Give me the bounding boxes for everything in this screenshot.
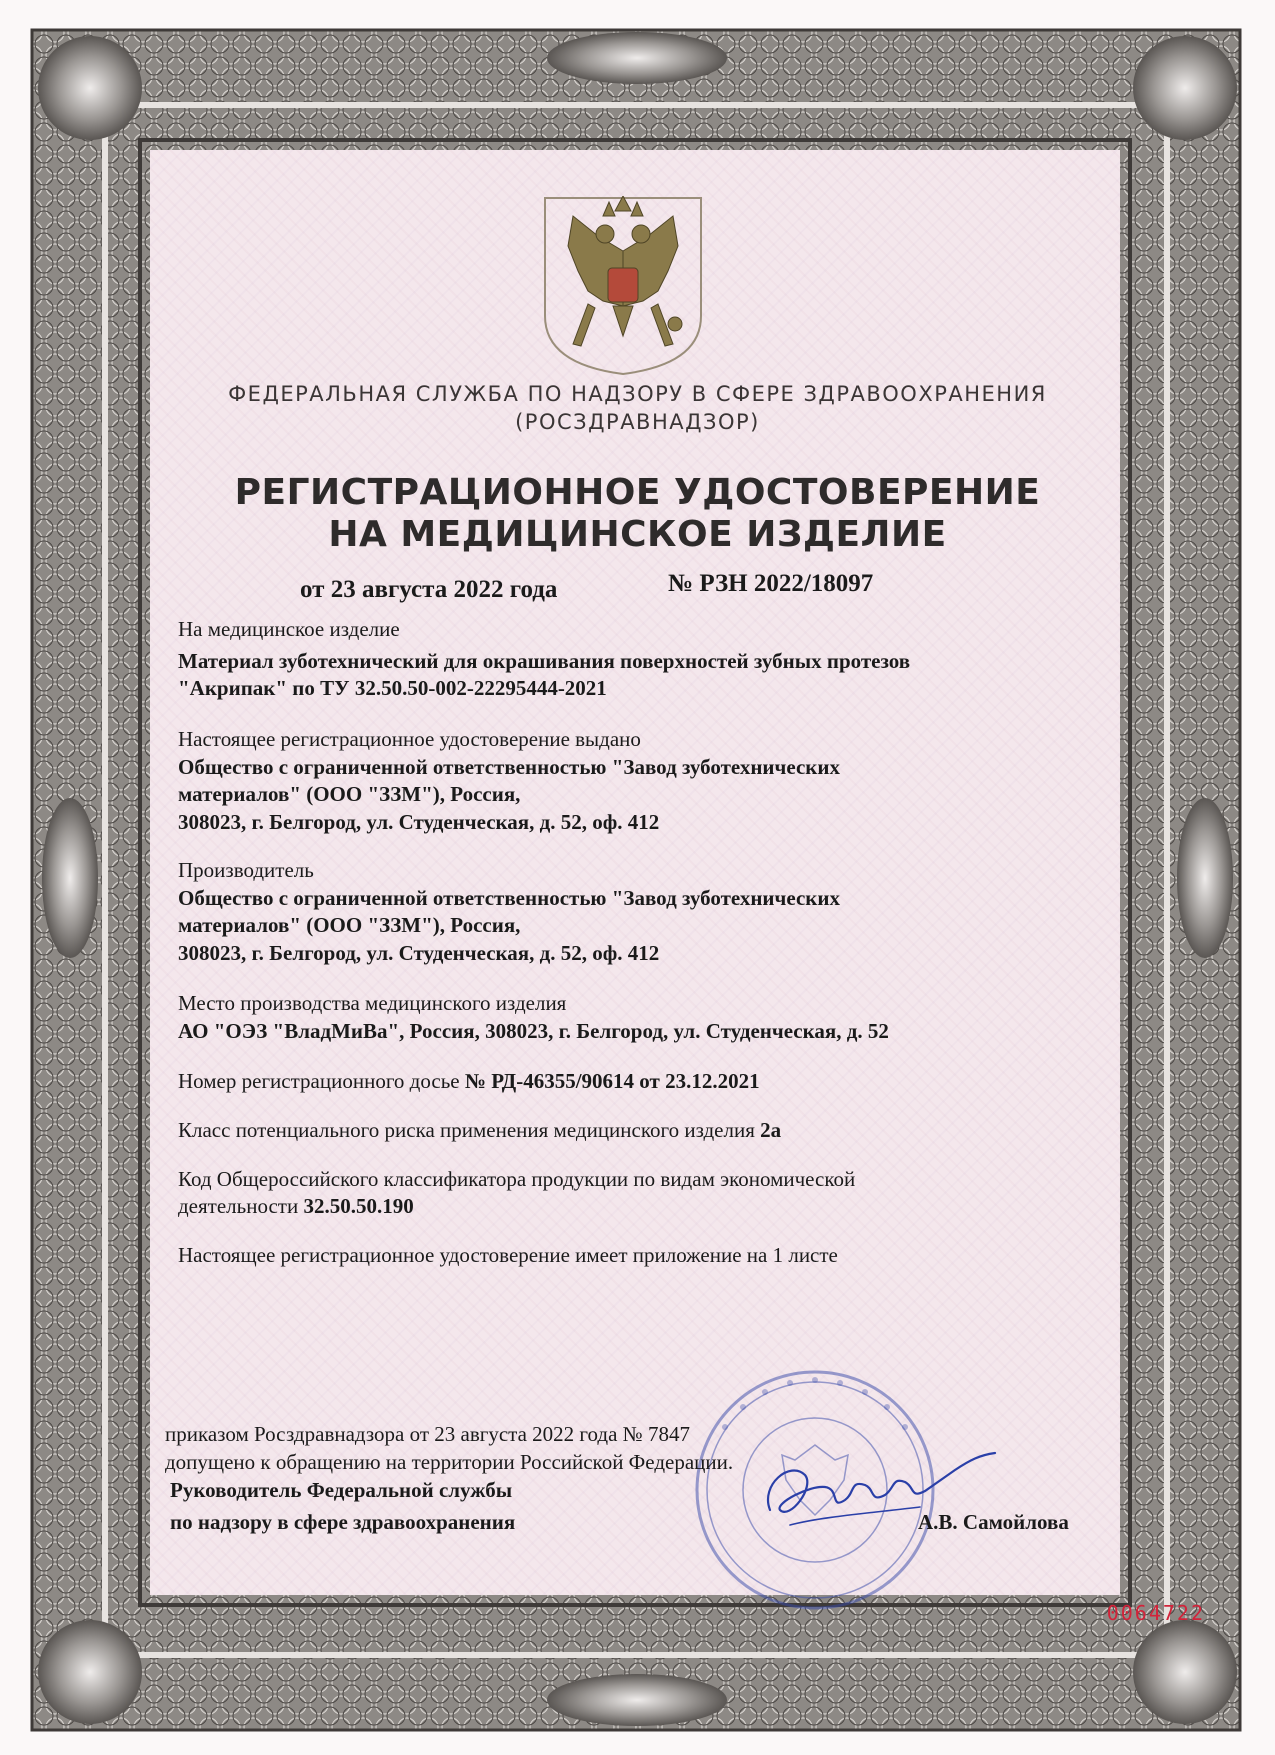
okpd-line2 [178,1194,414,1219]
okpd-line1: Код Общероссийского классификатора продукции по видам экономической [178,1167,856,1191]
risk-class-value: 2а [760,1118,782,1142]
dossier-label: Номер регистрационного досье [178,1069,460,1093]
production-site-value: АО "ОЭЗ "ВладМиВа", Россия, 308023, г. Белгород, ул. Студенческая, д. 52 [178,1019,889,1043]
production-site-label: Место производства медицинского изделия [178,991,567,1015]
registration-number: № РЗН 2022/18097 [668,570,874,597]
manufacturer-line2: материалов" (ООО "ЗЗМ"), Россия, [178,913,521,937]
device-label: На медицинское изделие [178,617,400,641]
head-title-line1: Руководитель Федеральной службы [170,1478,513,1502]
issued-to-line1: Общество с ограниченной ответственностью "Завод зуботехнических [178,755,840,779]
okpd-value: 32.50.50.190 [303,1194,414,1218]
device-name-line1: Материал зуботехнический для окрашивания поверхностей зубных протезов [178,649,911,673]
manufacturer-label: Производитель [178,858,314,882]
dossier-line [178,1069,760,1094]
appendix-note: Настоящее регистрационное удостоверение имеет приложение на 1 листе [178,1243,838,1267]
issue-date: от 23 августа 2022 года [300,576,558,603]
serial-number: 0064722 [1106,1601,1205,1625]
issued-to-line2: материалов" (ООО "ЗЗМ"), Россия, [178,782,521,806]
document-title-line1: РЕГИСТРАЦИОННОЕ УДОСТОВЕРЕНИЕ [234,472,1041,513]
risk-class-line [178,1118,781,1143]
risk-class-label: Класс потенциального риска применения медицинского изделия [178,1118,755,1142]
agency-name: ФЕДЕРАЛЬНАЯ СЛУЖБА ПО НАДЗОРУ В СФЕРЕ ЗДРАВООХРАНЕНИЯ [228,382,1047,406]
order-line2: допущено к обращению на территории Российской Федерации. [165,1450,734,1474]
head-title-line2: по надзору в сфере здравоохранения [170,1510,516,1534]
head-name: А.В. Самойлова [918,1510,1069,1534]
dossier-value: № РД-46355/90614 от 23.12.2021 [464,1069,760,1093]
issued-to-line3: 308023, г. Белгород, ул. Студенческая, д. 52, оф. 412 [178,810,660,834]
coat-of-arms-icon [543,196,703,376]
agency-abbreviation: (РОСЗДРАВНАДЗОР) [515,410,760,434]
manufacturer-line3: 308023, г. Белгород, ул. Студенческая, д. 52, оф. 412 [178,941,660,965]
issued-to-label: Настоящее регистрационное удостоверение выдано [178,727,641,751]
document-title-line2: НА МЕДИЦИНСКОЕ ИЗДЕЛИЕ [328,514,947,555]
device-name-line2: "Акрипак" по ТУ 32.50.50-002-22295444-2021 [178,676,607,700]
okpd-label: деятельности [178,1194,299,1218]
manufacturer-line1: Общество с ограниченной ответственностью "Завод зуботехнических [178,886,840,910]
order-line1: приказом Росздравнадзора от 23 августа 2022 года № 7847 [165,1422,690,1446]
